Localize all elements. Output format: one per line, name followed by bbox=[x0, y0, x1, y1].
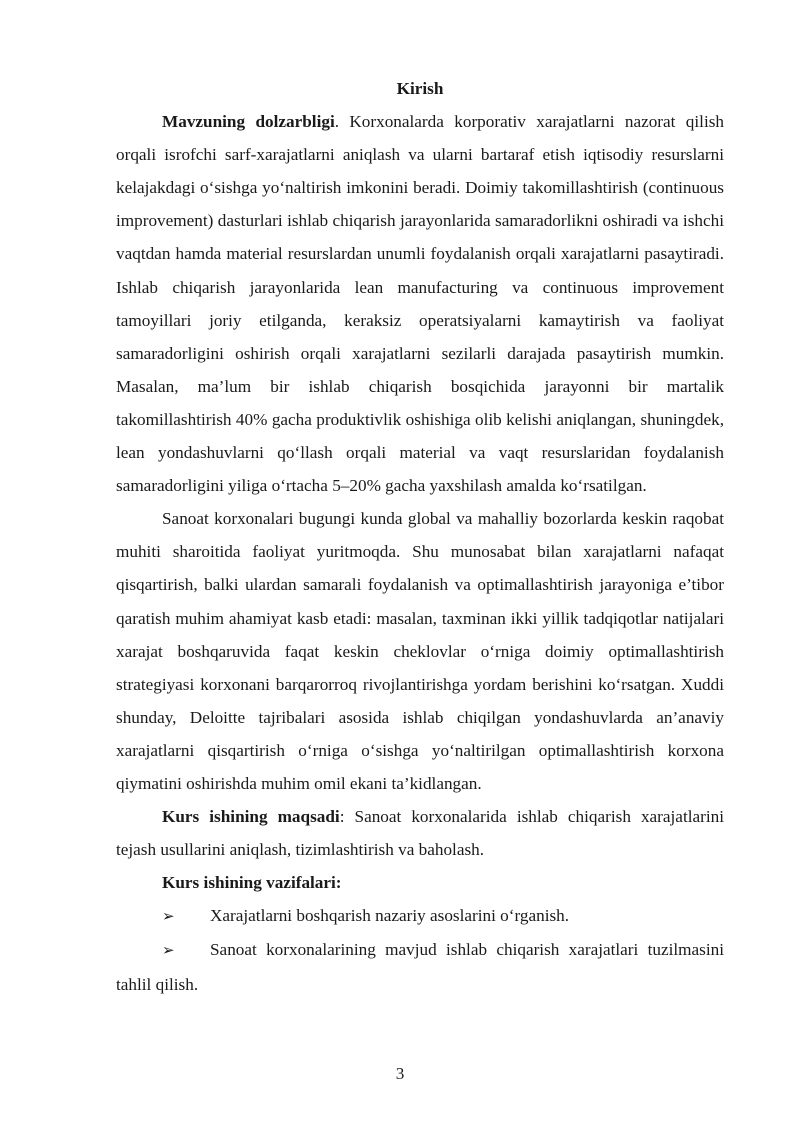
goal-text: : Sanoat korxonalarida ishlab chiqarish xarajatlarini tejash usullarini aniqlash, tizimlashtirish va baholash. bbox=[116, 807, 724, 860]
context-paragraph: Sanoat korxonalari bugungi kunda global va mahalliy bozorlarda keskin raqobat muhiti sharoitida faoliyat yuritmoqda. Shu munosabat bilan xarajatlarni nafaqat qisqartirish, balki ulardan samarali foydalanish va optimallashtirish jarayoniga e’tibor qaratish muhim ahamiyat kasb etadi: masalan, taxminan ikki yillik tadqiqotlar natijalari xarajat boshqaruvida faqat keskin cheklovlar oʻrniga doimiy optimallashtirish strategiyasi korxonani barqarorroq rivojlantirishga yordam berishini koʻrsatgan. Xuddi shunday, Deloitte tajribalari asosida ishlab chiqilgan yondashuvlarda an’anaviy xarajatlarni qisqartirish oʻrniga oʻsishga yoʻnaltirilgan optimallashtirish korxona qiymatini oshirishda muhim omil ekani ta’kidlangan. bbox=[116, 509, 724, 793]
arrow-bullet-icon: ➢ bbox=[162, 907, 175, 926]
task-text: Xarajatlarni boshqarish nazariy asoslarini oʻrganish. bbox=[210, 906, 570, 926]
arrow-bullet-icon: ➢ bbox=[162, 941, 175, 960]
page-number: 3 bbox=[395, 1064, 405, 1083]
goal-lead: Kurs ishining maqsadi bbox=[162, 807, 340, 827]
goal-paragraph bbox=[116, 800, 724, 866]
relevance-text: . Korxonalarda korporativ xarajatlarni nazorat qilish orqali isrofchi sarf-xarajatlarni aniqlash va ularni bartaraf etish iqtisodiy resurslarni kelajakdagi oʻsishga yoʻnaltirish imkonini beradi. Doimiy takomillashtirish (continuous improvement) dasturlari ishlab chiqarish jarayonlarida samaradorlikni oshiradi va ishchi vaqtdan hamda material resurslardan unumli foydalanish orqali xarajatlarni pasaytiradi. Ishlab chiqarish jarayonlarida lean manufacturing va continuous improvement tamoyillari joriy etilganda, keraksiz operatsiyalarni kamaytirish va faoliyat samaradorligini oshirish orqali xarajatlarni sezilarli darajada pasaytirish mumkin. Masalan, ma’lum bir ishlab chiqarish bosqichida jarayonni bir martalik takomillashtirish 40% gacha produktivlik oshishiga olib kelishi aniqlangan, shuningdek, lean yondashuvlarni qoʻllash orqali material va vaqt resurslaridan foydalanish samaradorligini yiliga oʻrtacha 5–20% gacha yaxshilash amalda koʻrsatilgan. bbox=[116, 112, 724, 496]
page-body bbox=[116, 72, 724, 1001]
relevance-lead: Mavzuning dolzarbligi bbox=[162, 112, 335, 132]
section-heading: Kirish bbox=[396, 79, 444, 98]
task-item bbox=[116, 899, 724, 933]
tasks-heading: Kurs ishining vazifalari: bbox=[162, 873, 342, 893]
task-text: Sanoat korxonalarining mavjud ishlab chiqarish xarajatlari tuzilmasini tahlil qilish. bbox=[116, 940, 724, 994]
task-item bbox=[116, 933, 724, 1000]
relevance-paragraph bbox=[116, 105, 724, 502]
